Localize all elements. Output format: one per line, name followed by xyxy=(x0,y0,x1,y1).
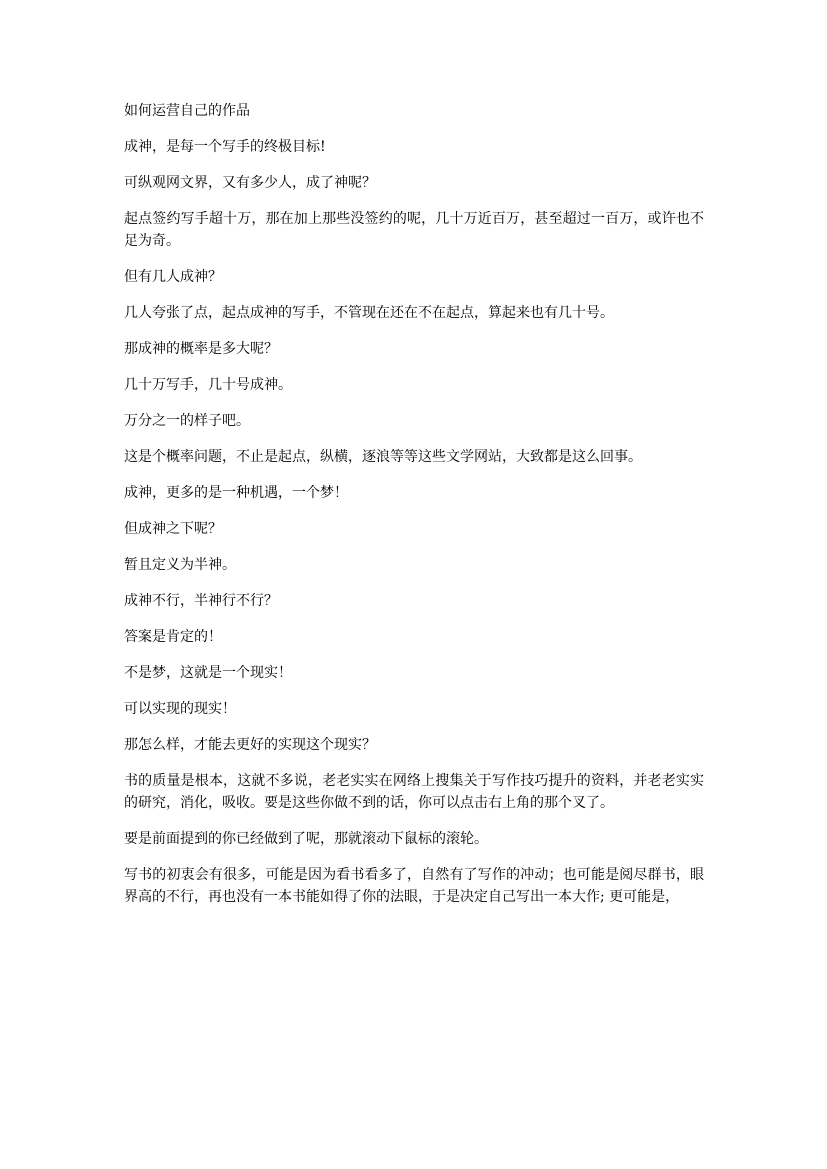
paragraph-18: 书的质量是根本，这就不多说，老老实实在网络上搜集关于写作技巧提升的资料，并老老实实的研究，消化，吸收。要是这些你做不到的话，你可以点击右上角的那个叉了。 xyxy=(124,773,704,811)
paragraph-15: 不是梦，这就是一个现实！ xyxy=(124,665,292,681)
paragraph-19: 要是前面提到的你已经做到了呢，那就滚动下鼠标的滚轮。 xyxy=(124,831,488,847)
document-body xyxy=(124,100,704,922)
paragraph-8: 万分之一的样子吧。 xyxy=(124,413,250,429)
paragraph-3: 起点签约写手超十万，那在加上那些没签约的呢，几十万近百万，甚至超过一百万，或许也不足为奇。 xyxy=(124,211,704,249)
paragraph-4: 但有几人成神？ xyxy=(124,269,222,285)
paragraph-7: 几十万写手，几十号成神。 xyxy=(124,377,292,393)
document-title: 如何运营自己的作品 xyxy=(124,103,250,119)
paragraph-17: 那怎么样，才能去更好的实现这个现实？ xyxy=(124,737,376,753)
paragraph-16: 可以实现的现实！ xyxy=(124,701,236,717)
paragraph-13: 成神不行，半神行不行？ xyxy=(124,593,278,609)
paragraph-2: 可纵观网文界，又有多少人，成了神呢？ xyxy=(124,175,376,191)
paragraph-11: 但成神之下呢？ xyxy=(124,521,222,537)
paragraph-1: 成神，是每一个写手的终极目标! xyxy=(124,139,326,155)
paragraph-6: 那成神的概率是多大呢？ xyxy=(124,341,278,357)
paragraph-14: 答案是肯定的！ xyxy=(124,629,222,645)
paragraph-20: 写书的初衷会有很多，可能是因为看书看多了，自然有了写作的冲动；也可能是阅尽群书，眼界高的不行，再也没有一本书能如得了你的法眼，于是决定自己写出一本大作; 更可能是， xyxy=(124,867,704,905)
paragraph-5: 几人夸张了点，起点成神的写手，不管现在还在不在起点，算起来也有几十号。 xyxy=(124,305,614,321)
paragraph-10: 成神，更多的是一种机遇，一个梦！ xyxy=(124,485,348,501)
paragraph-12: 暂且定义为半神。 xyxy=(124,557,236,573)
paragraph-9: 这是个概率问题，不止是起点，纵横，逐浪等等这些文学网站，大致都是这么回事。 xyxy=(124,449,642,465)
